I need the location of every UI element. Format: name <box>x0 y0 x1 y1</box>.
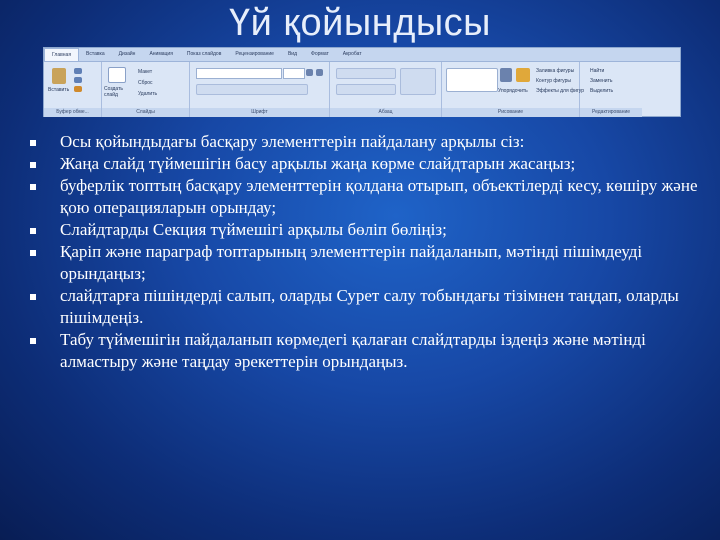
paragraph-group <box>330 62 442 117</box>
list-buttons[interactable] <box>336 68 396 79</box>
tab-review[interactable]: Рецензирование <box>235 51 274 57</box>
font-group-label: Шрифт <box>190 108 329 117</box>
delete-slide-button[interactable]: Удалить <box>138 91 158 97</box>
editing-group <box>580 62 642 117</box>
shape-outline-button[interactable]: Контур фигуры <box>536 78 571 84</box>
editing-group-label: Редактирование <box>580 108 642 117</box>
bullet-square-icon <box>30 162 36 168</box>
font-format-buttons[interactable] <box>196 84 308 95</box>
bullet-square-icon <box>30 184 36 190</box>
tab-slideshow[interactable]: Показ слайдов <box>186 51 222 57</box>
new-slide-icon[interactable] <box>108 67 126 83</box>
tab-animation[interactable]: Анимация <box>149 51 173 57</box>
text-direction-buttons[interactable] <box>400 68 436 95</box>
tab-insert[interactable]: Вставка <box>86 51 105 57</box>
format-painter-icon[interactable] <box>74 86 82 92</box>
bullet-text: Қаріп және параграф топтарының элементтерін пайдаланып, мәтінді пішімдеуді орындаңыз; <box>60 242 643 283</box>
tab-view[interactable]: Вид <box>287 51 298 57</box>
font-group <box>190 62 330 117</box>
font-size-select[interactable] <box>283 68 305 79</box>
shrink-font-icon[interactable] <box>316 69 323 76</box>
replace-button[interactable]: Заменить <box>590 78 613 84</box>
arrange-icon[interactable] <box>500 68 512 82</box>
reset-button[interactable]: Сброс <box>138 80 153 86</box>
ribbon-tabs <box>44 48 680 62</box>
bullet-text: Слайдтарды Секция түймешігі арқылы бөліп бөліңіз; <box>60 220 447 239</box>
tab-design[interactable]: Дизайн <box>118 51 136 57</box>
font-family-select[interactable] <box>196 68 282 79</box>
slide-title: Үй қойындысы <box>229 2 491 44</box>
bullet-text: Табу түймешігін пайдаланып көрмедегі қалаған слайдтарды іздеңіз және мәтінді алмастыру және таңдау әрекеттерін орындаңыз. <box>60 330 646 371</box>
new-slide-button[interactable]: Создать слайд <box>104 86 124 98</box>
tab-acrobat[interactable]: Акробат <box>342 51 362 57</box>
bullet-item <box>30 175 705 219</box>
slides-group-label: Слайды <box>102 108 189 117</box>
tab-format[interactable]: Формат <box>311 51 329 57</box>
ribbon-screenshot <box>43 47 681 117</box>
cut-icon[interactable] <box>74 68 82 74</box>
paste-button[interactable]: Вставить <box>48 87 70 93</box>
bullet-text: слайдтарға пішіндерді салып, оларды Сурет салу тобындағы тізімнен таңдап, оларды пішімдеңіз. <box>60 286 679 327</box>
clipboard-group <box>44 62 102 117</box>
layout-button[interactable]: Макет <box>138 69 153 75</box>
quick-styles-icon[interactable] <box>516 68 530 82</box>
shape-fill-button[interactable]: Заливка фигуры <box>536 68 575 74</box>
bullet-text: буферлік топтың басқару элементтерін қолдана отырып, объектілерді кесу, көшіру және қою операцияларын орындау; <box>60 176 698 217</box>
bullet-list <box>30 131 705 373</box>
bullet-square-icon <box>30 250 36 256</box>
paragraph-group-label: Абзац <box>330 108 441 117</box>
drawing-group-label: Рисование <box>442 108 579 117</box>
bullet-text: Осы қойындыдағы басқару элементтерін пайдалану арқылы сіз: <box>60 132 525 151</box>
align-buttons[interactable] <box>336 84 396 95</box>
drawing-group <box>442 62 585 117</box>
bullet-item <box>30 153 705 175</box>
paste-icon[interactable] <box>52 68 66 84</box>
shape-effects-button[interactable]: Эффекты для фигур <box>536 88 585 94</box>
select-button[interactable]: Выделить <box>590 88 614 94</box>
find-button[interactable]: Найти <box>590 68 605 74</box>
clipboard-group-label: Буфер обме... <box>44 108 101 117</box>
bullet-square-icon <box>30 140 36 146</box>
bullet-square-icon <box>30 228 36 234</box>
bullet-item <box>30 285 705 329</box>
bullet-item <box>30 329 705 373</box>
bullet-text: Жаңа слайд түймешігін басу арқылы жаңа көрме слайдтарын жасаңыз; <box>60 154 576 173</box>
slides-group <box>102 62 190 117</box>
arrange-button[interactable]: Упорядочить <box>498 88 528 94</box>
bullet-item <box>30 241 705 285</box>
grow-font-icon[interactable] <box>306 69 313 76</box>
bullet-item <box>30 131 705 153</box>
shapes-gallery[interactable] <box>446 68 498 92</box>
bullet-item <box>30 219 705 241</box>
bullet-square-icon <box>30 338 36 344</box>
copy-icon[interactable] <box>74 77 82 83</box>
bullet-square-icon <box>30 294 36 300</box>
tab-home[interactable]: Главная <box>44 48 79 61</box>
